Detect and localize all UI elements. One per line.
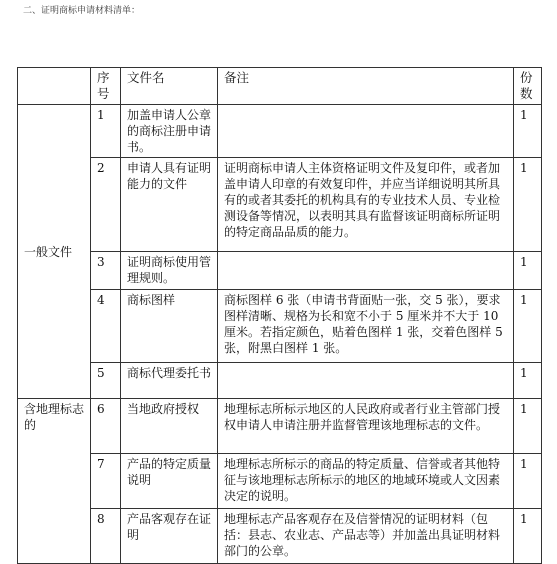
category-general: 一般文件 xyxy=(18,105,91,399)
seq-header: 序号 xyxy=(91,68,121,105)
seq-cell: 7 xyxy=(91,454,121,509)
copies-cell: 1 xyxy=(514,454,542,509)
table-row xyxy=(18,290,542,363)
note-cell xyxy=(218,105,514,158)
name-header: 文件名 xyxy=(121,68,218,105)
table-row xyxy=(18,158,542,252)
copies-header: 份数 xyxy=(514,68,542,105)
category-header xyxy=(18,68,91,105)
copies-cell: 1 xyxy=(514,509,542,564)
copies-cell: 1 xyxy=(514,363,542,399)
note-cell: 商标图样 6 张（申请书背面贴一张，交 5 张），要求图样清晰、规格为长和宽不小于 5 厘米并不大于 10 厘米。若指定颜色，贴着色图样 1 张，交着色图样 5 张，附黑白图样 1 张。 xyxy=(218,290,514,363)
filename-cell: 产品的特定质量说明 xyxy=(121,454,218,509)
copies-cell: 1 xyxy=(514,158,542,252)
filename-cell: 申请人具有证明能力的文件 xyxy=(121,158,218,252)
table-row xyxy=(18,399,542,454)
copies-cell: 1 xyxy=(514,290,542,363)
note-cell xyxy=(218,252,514,290)
filename-cell: 商标代理委托书 xyxy=(121,363,218,399)
seq-cell: 8 xyxy=(91,509,121,564)
copies-cell: 1 xyxy=(514,105,542,158)
filename-cell: 商标图样 xyxy=(121,290,218,363)
table-row xyxy=(18,454,542,509)
table-row xyxy=(18,252,542,290)
seq-cell: 5 xyxy=(91,363,121,399)
table-row xyxy=(18,509,542,564)
section-heading: 二、证明商标申请材料清单： xyxy=(23,6,141,16)
note-cell: 证明商标申请人主体资格证明文件及复印件，或者加盖申请人印章的有效复印件，并应当详细说明其所具有的或者其委托的机构具有的专业技术人员、专业检测设备等情况，以表明其具有监督该证明商标所证明的特定商品品质的能力。 xyxy=(218,158,514,252)
note-header: 备注 xyxy=(218,68,514,105)
copies-cell: 1 xyxy=(514,399,542,454)
seq-cell: 1 xyxy=(91,105,121,158)
note-cell xyxy=(218,363,514,399)
note-cell: 地理标志产品客观存在及信誉情况的证明材料（包括：县志、农业志、产品志等）并加盖出具证明材料部门的公章。 xyxy=(218,509,514,564)
note-cell: 地理标志所标示的商品的特定质量、信誉或者其他特征与该地理标志所标示的地区的地域环境或人文因素决定的说明。 xyxy=(218,454,514,509)
category-geo: 含地理标志的 xyxy=(18,399,91,564)
filename-cell: 产品客观存在证明 xyxy=(121,509,218,564)
seq-cell: 6 xyxy=(91,399,121,454)
filename-cell: 加盖申请人公章的商标注册申请书。 xyxy=(121,105,218,158)
copies-cell: 1 xyxy=(514,252,542,290)
filename-cell: 当地政府授权 xyxy=(121,399,218,454)
table-header-row xyxy=(18,68,542,105)
materials-table xyxy=(17,67,542,564)
table-row xyxy=(18,105,542,158)
filename-cell: 证明商标使用管理规则。 xyxy=(121,252,218,290)
seq-cell: 2 xyxy=(91,158,121,252)
table-row xyxy=(18,363,542,399)
seq-cell: 4 xyxy=(91,290,121,363)
note-cell: 地理标志所标示地区的人民政府或者行业主管部门授权申请人申请注册并监督管理该地理标志的文件。 xyxy=(218,399,514,454)
seq-cell: 3 xyxy=(91,252,121,290)
